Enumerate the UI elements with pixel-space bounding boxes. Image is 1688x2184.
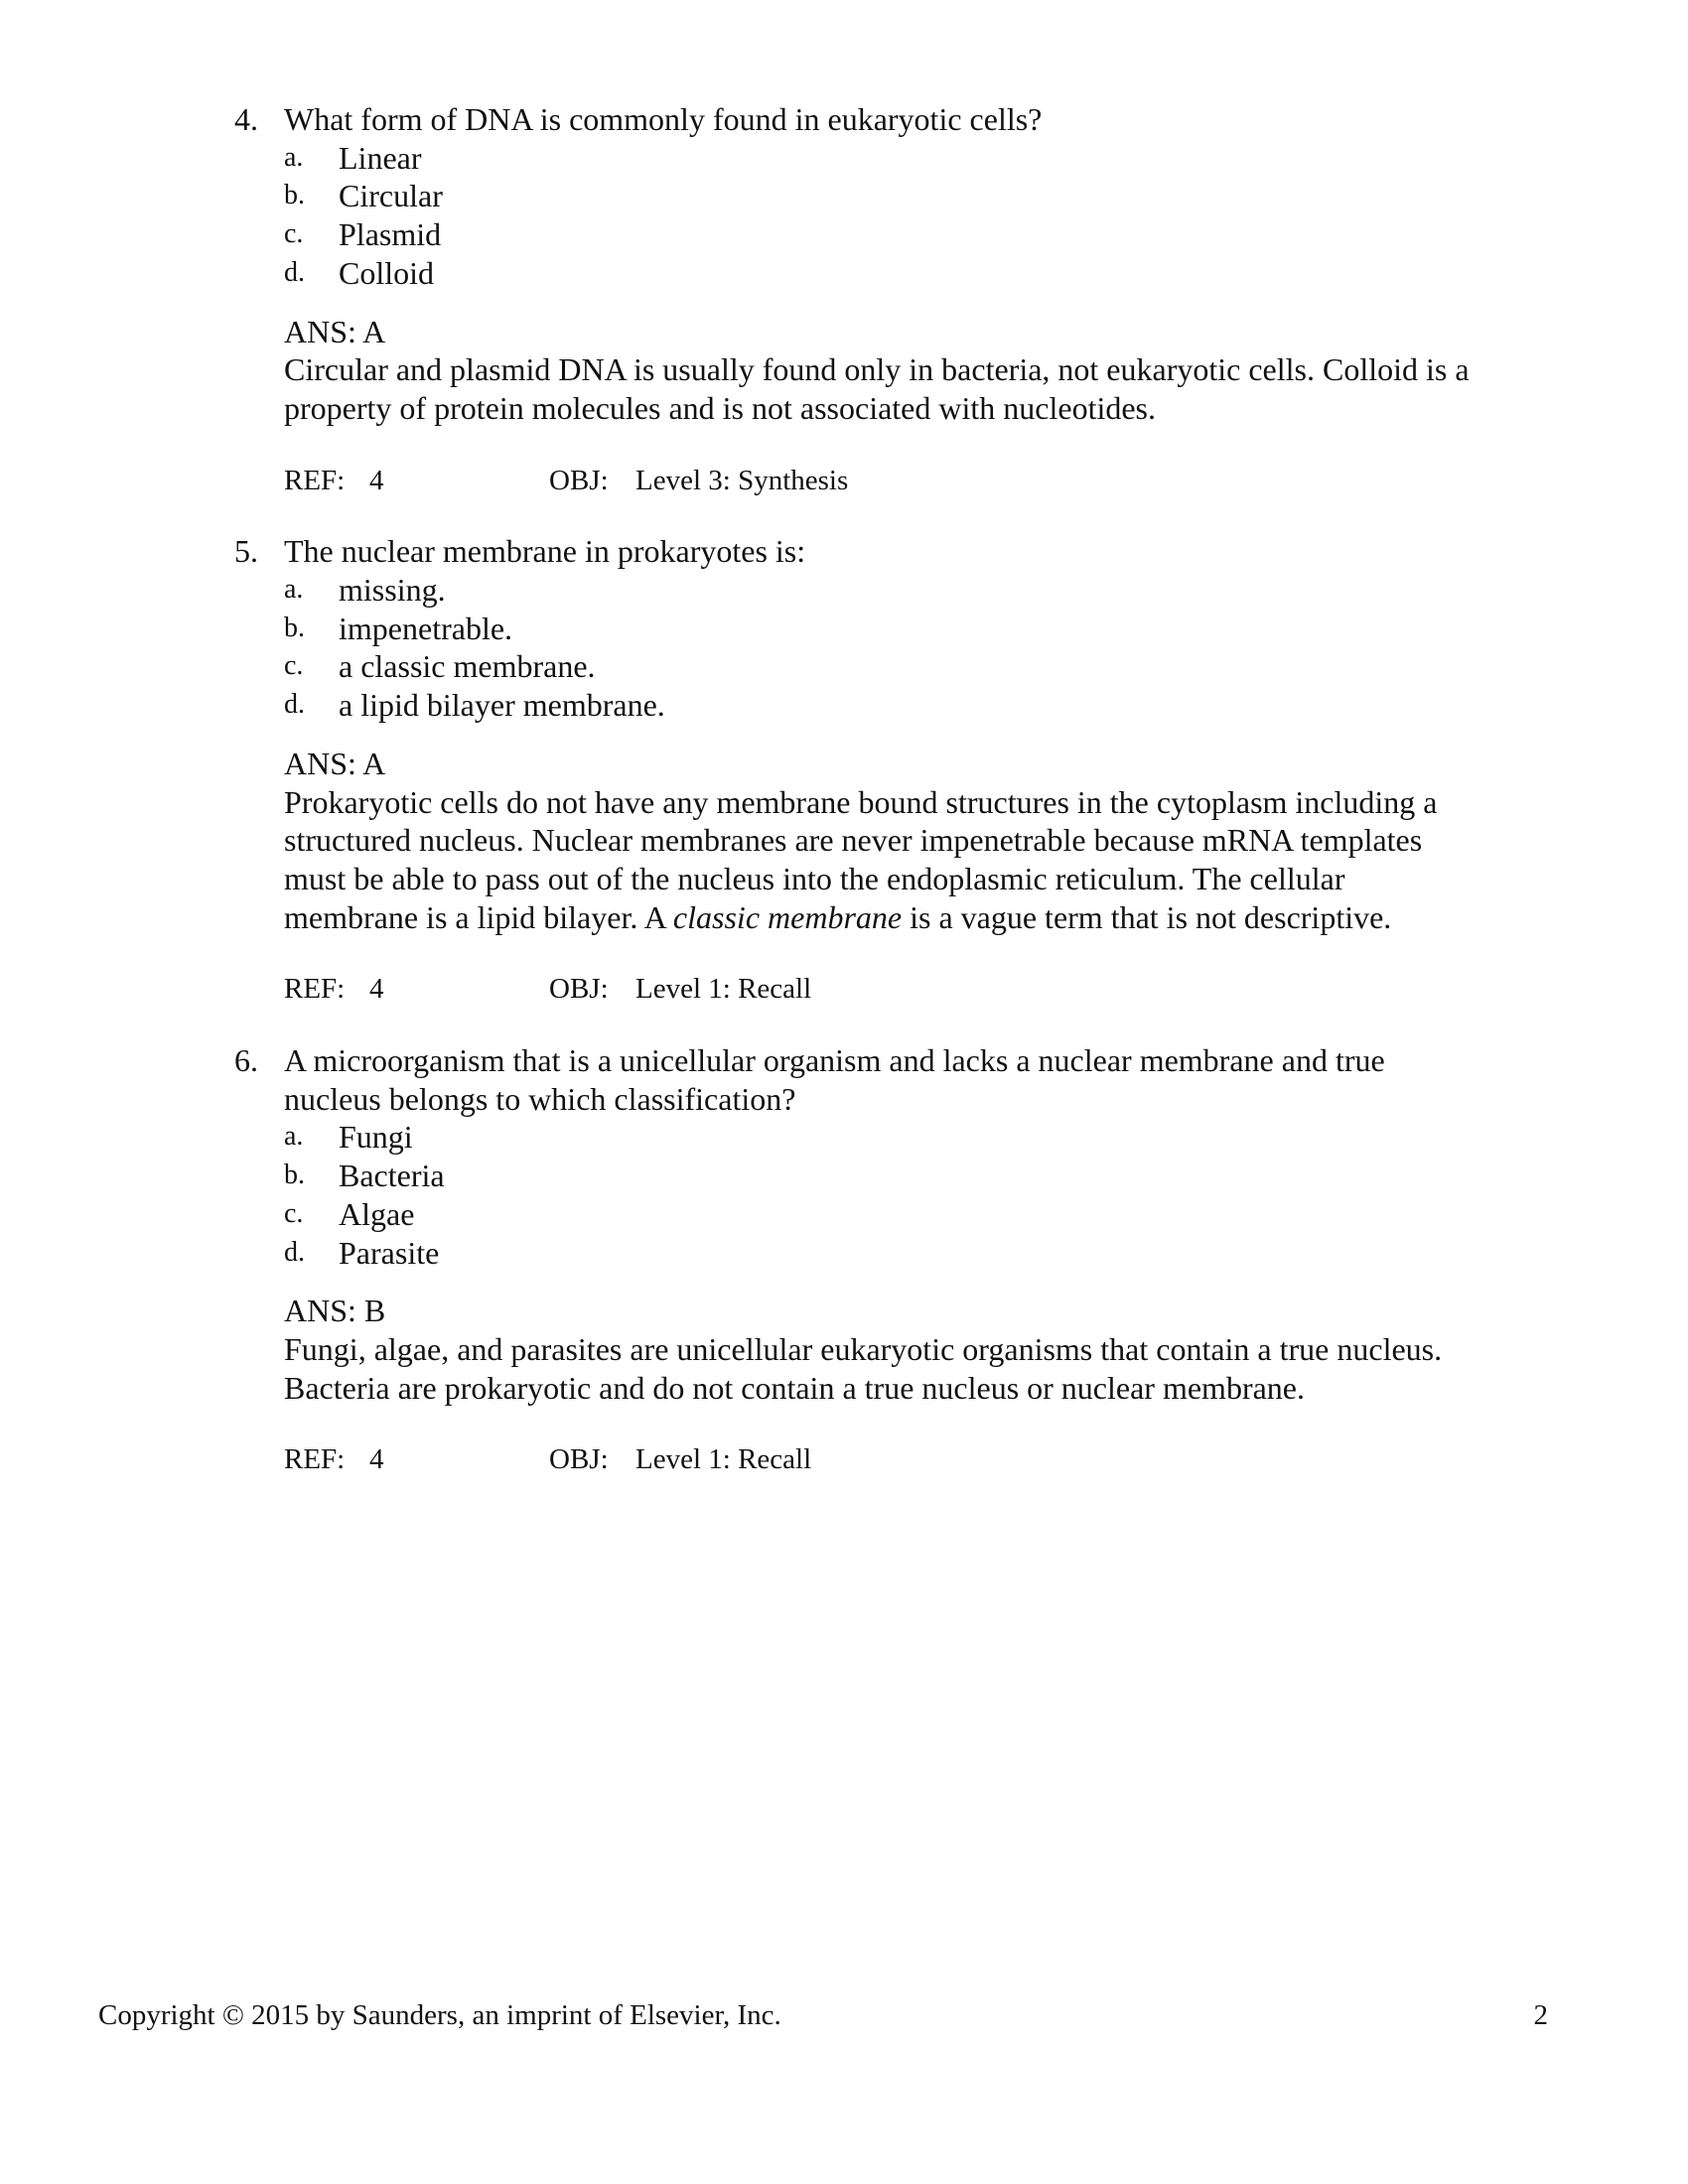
question-list <box>234 100 1575 1479</box>
answer-key: ANS: A <box>284 745 386 781</box>
option-d <box>234 254 1575 293</box>
answer-block <box>234 745 1575 937</box>
option-text: a classic membrane. <box>339 648 596 685</box>
option-d <box>234 686 1575 725</box>
explanation-line: must be able to pass out of the nucleus into the endoplasmic reticulum. The cellular <box>284 860 1345 896</box>
option-b <box>234 1157 1575 1195</box>
question-number: 4. <box>234 101 258 137</box>
explanation-line: Prokaryotic cells do not have any membrane bound structures in the cytoplasm including a <box>284 783 1438 820</box>
question-text: nucleus belongs to which classification? <box>284 1080 796 1117</box>
option-letter: c. <box>284 218 304 250</box>
question-text: A microorganism that is a unicellular organism and lacks a nuclear membrane and true <box>284 1042 1385 1079</box>
answer-key: ANS: A <box>284 313 386 349</box>
copyright-notice: Copyright © 2015 by Saunders, an imprint of Elsevier, Inc. <box>98 1999 781 2031</box>
obj-value: Level 1: Recall <box>635 1443 812 1476</box>
option-d <box>234 1234 1575 1273</box>
ref-label: REF: <box>284 464 346 496</box>
option-b <box>234 610 1575 648</box>
explanation-text: is a vague term that is not descriptive. <box>902 898 1392 935</box>
obj-value: Level 1: Recall <box>635 973 812 1006</box>
option-letter: d. <box>284 689 305 721</box>
option-text: a lipid bilayer membrane. <box>339 687 665 724</box>
option-text: Linear <box>339 139 422 176</box>
option-letter: a. <box>284 1121 304 1153</box>
answer-key: ANS: B <box>284 1293 386 1329</box>
ref-value: 4 <box>369 464 384 496</box>
explanation-italic-term: classic membrane <box>672 898 903 935</box>
question-4 <box>234 100 1575 499</box>
option-c <box>234 1195 1575 1234</box>
option-b <box>234 177 1575 215</box>
option-letter: b. <box>284 180 305 211</box>
option-a <box>234 139 1575 178</box>
ref-label: REF: <box>284 973 346 1006</box>
page-number: 2 <box>1533 1999 1548 2031</box>
reference-row <box>234 462 1575 500</box>
obj-label: OBJ: <box>549 973 609 1006</box>
obj-value: Level 3: Synthesis <box>635 464 849 496</box>
option-text: Fungi <box>339 1119 413 1156</box>
explanation-line: Bacteria are prokaryotic and do not contain a true nucleus or nuclear membrane. <box>284 1369 1305 1406</box>
explanation-line: Circular and plasmid DNA is usually found only in bacteria, not eukaryotic cells. Colloid is a <box>284 351 1470 388</box>
option-text: Parasite <box>339 1234 440 1271</box>
reference-row <box>234 970 1575 1009</box>
option-text: Circular <box>339 178 443 214</box>
question-6 <box>234 1041 1575 1479</box>
ref-label: REF: <box>284 1443 346 1476</box>
explanation-line: structured nucleus. Nuclear membranes are never impenetrable because mRNA templates <box>284 822 1423 859</box>
explanation-line: Fungi, algae, and parasites are unicellular eukaryotic organisms that contain a true nucleus. <box>284 1330 1443 1367</box>
page-footer <box>98 1999 1548 2032</box>
answer-block <box>234 1292 1575 1407</box>
question-text: What form of DNA is commonly found in eukaryotic cells? <box>284 101 1043 137</box>
obj-label: OBJ: <box>549 1443 609 1476</box>
ref-value: 4 <box>369 1443 384 1476</box>
option-a <box>234 1118 1575 1157</box>
option-letter: b. <box>284 612 305 643</box>
reference-row <box>234 1440 1575 1479</box>
explanation-line <box>284 898 1575 937</box>
option-text: Algae <box>339 1195 415 1232</box>
option-text: missing. <box>339 572 446 609</box>
question-5 <box>234 532 1575 1009</box>
explanation-line: property of protein molecules and is not associated with nucleotides. <box>284 389 1156 426</box>
option-letter: a. <box>284 141 304 173</box>
option-c <box>234 647 1575 686</box>
explanation-text: membrane is a lipid bilayer. A <box>284 898 673 935</box>
option-text: Bacteria <box>339 1158 445 1194</box>
question-text: The nuclear membrane in prokaryotes is: <box>284 533 806 570</box>
option-letter: a. <box>284 574 304 606</box>
option-letter: c. <box>284 650 304 682</box>
option-letter: d. <box>284 1236 305 1268</box>
option-c <box>234 215 1575 254</box>
option-a <box>234 571 1575 610</box>
option-text: Colloid <box>339 254 435 291</box>
answer-block <box>234 313 1575 428</box>
option-text: Plasmid <box>339 216 442 253</box>
option-letter: c. <box>284 1197 304 1229</box>
obj-label: OBJ: <box>549 464 609 496</box>
question-number: 6. <box>234 1042 258 1079</box>
option-text: impenetrable. <box>339 610 513 646</box>
option-letter: b. <box>284 1160 305 1191</box>
question-number: 5. <box>234 533 258 570</box>
ref-value: 4 <box>369 973 384 1006</box>
option-letter: d. <box>284 256 305 288</box>
